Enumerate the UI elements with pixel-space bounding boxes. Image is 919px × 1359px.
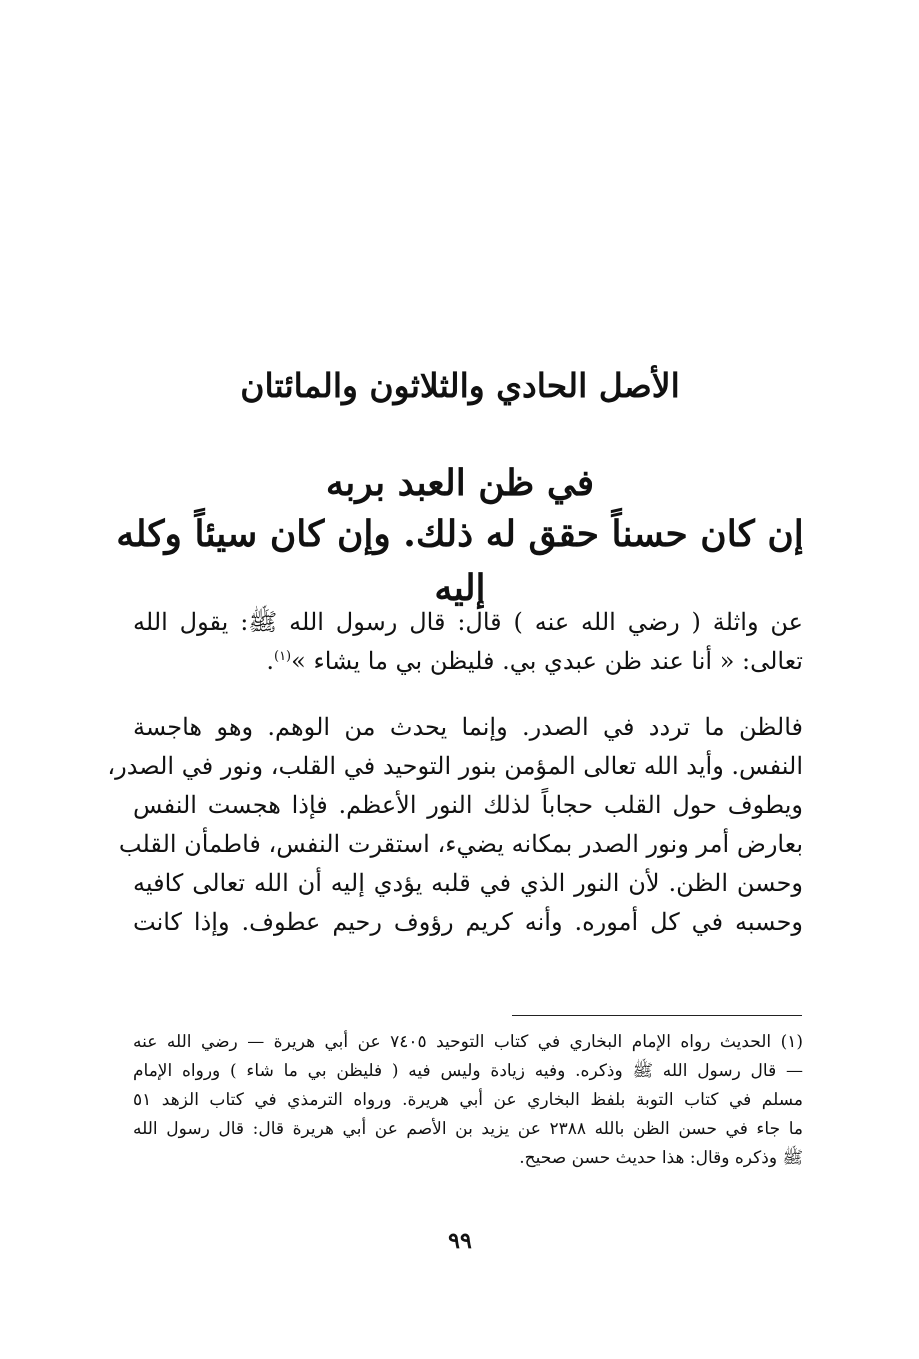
footnote-line: (١) الحديث رواه الإمام البخاري في كتاب التوحيد ٧٤٠٥ عن أبي هريرة — رضي الله عنه xyxy=(133,1032,803,1052)
commentary-line: وحسن الظن. لأن النور الذي في قلبه يؤدي إليه أن الله تعالى كافيه xyxy=(133,869,803,897)
footnote-line: مسلم في كتاب التوبة بلفظ البخاري عن أبي هريرة. ورواه الترمذي في كتاب الزهد ٥١ xyxy=(133,1090,803,1110)
subtitle-line-1: في ظن العبد بربه xyxy=(325,462,595,504)
footnote-line: ﷺ وذكره وقال: هذا حديث حسن صحيح. xyxy=(519,1148,803,1168)
commentary-line: فالظن ما تردد في الصدر. وإنما يحدث من الوهم. وهو هاجسة xyxy=(133,713,803,741)
hadith-line-2-end: . xyxy=(266,647,274,675)
page-number: ٩٩ xyxy=(448,1228,472,1254)
hadith-line-2 xyxy=(133,642,803,681)
chapter-title: الأصل الحادي والثلاثون والمائتان xyxy=(240,366,680,405)
commentary-line: بعارض أمر ونور الصدر بمكانه يضيء، استقرت النفس، فاطمأن القلب xyxy=(118,830,803,858)
hadith-line-1: عن واثلة ( رضي الله عنه ) قال: قال رسول الله ﷺ: يقول الله xyxy=(133,608,803,636)
hadith-paragraph xyxy=(133,603,803,681)
subtitle-line-2: إن كان حسناً حقق له ذلك. وإن كان سيئاً وكله إليه xyxy=(116,513,804,609)
commentary-line: وحسبه في كل أموره. وأنه كريم رؤوف رحيم عطوف. وإذا كانت xyxy=(133,908,803,936)
hadith-line-2-text: تعالى: « أنا عند ظن عبدي بي. فليظن بي ما يشاء » xyxy=(291,647,803,675)
footnotes-block xyxy=(133,1028,803,1173)
footnote-line: ما جاء في حسن الظن بالله ٢٣٨٨ عن يزيد بن الأصم عن أبي هريرة قال: قال رسول الله xyxy=(133,1119,803,1139)
footnote-reference: (١) xyxy=(273,649,292,664)
commentary-line: النفس. وأيد الله تعالى المؤمن بنور التوحيد في القلب، ونور في الصدر، xyxy=(107,752,803,780)
commentary-line: ويطوف حول القلب حجاباً لذلك النور الأعظم. فإذا هجست النفس xyxy=(133,791,803,819)
commentary-paragraph xyxy=(107,708,803,942)
footnote-divider xyxy=(512,1015,802,1016)
footnote-line: — قال رسول الله ﷺ وذكره. وفيه زيادة وليس فيه ( فليظن بي ما شاء ) ورواه الإمام xyxy=(133,1061,803,1081)
